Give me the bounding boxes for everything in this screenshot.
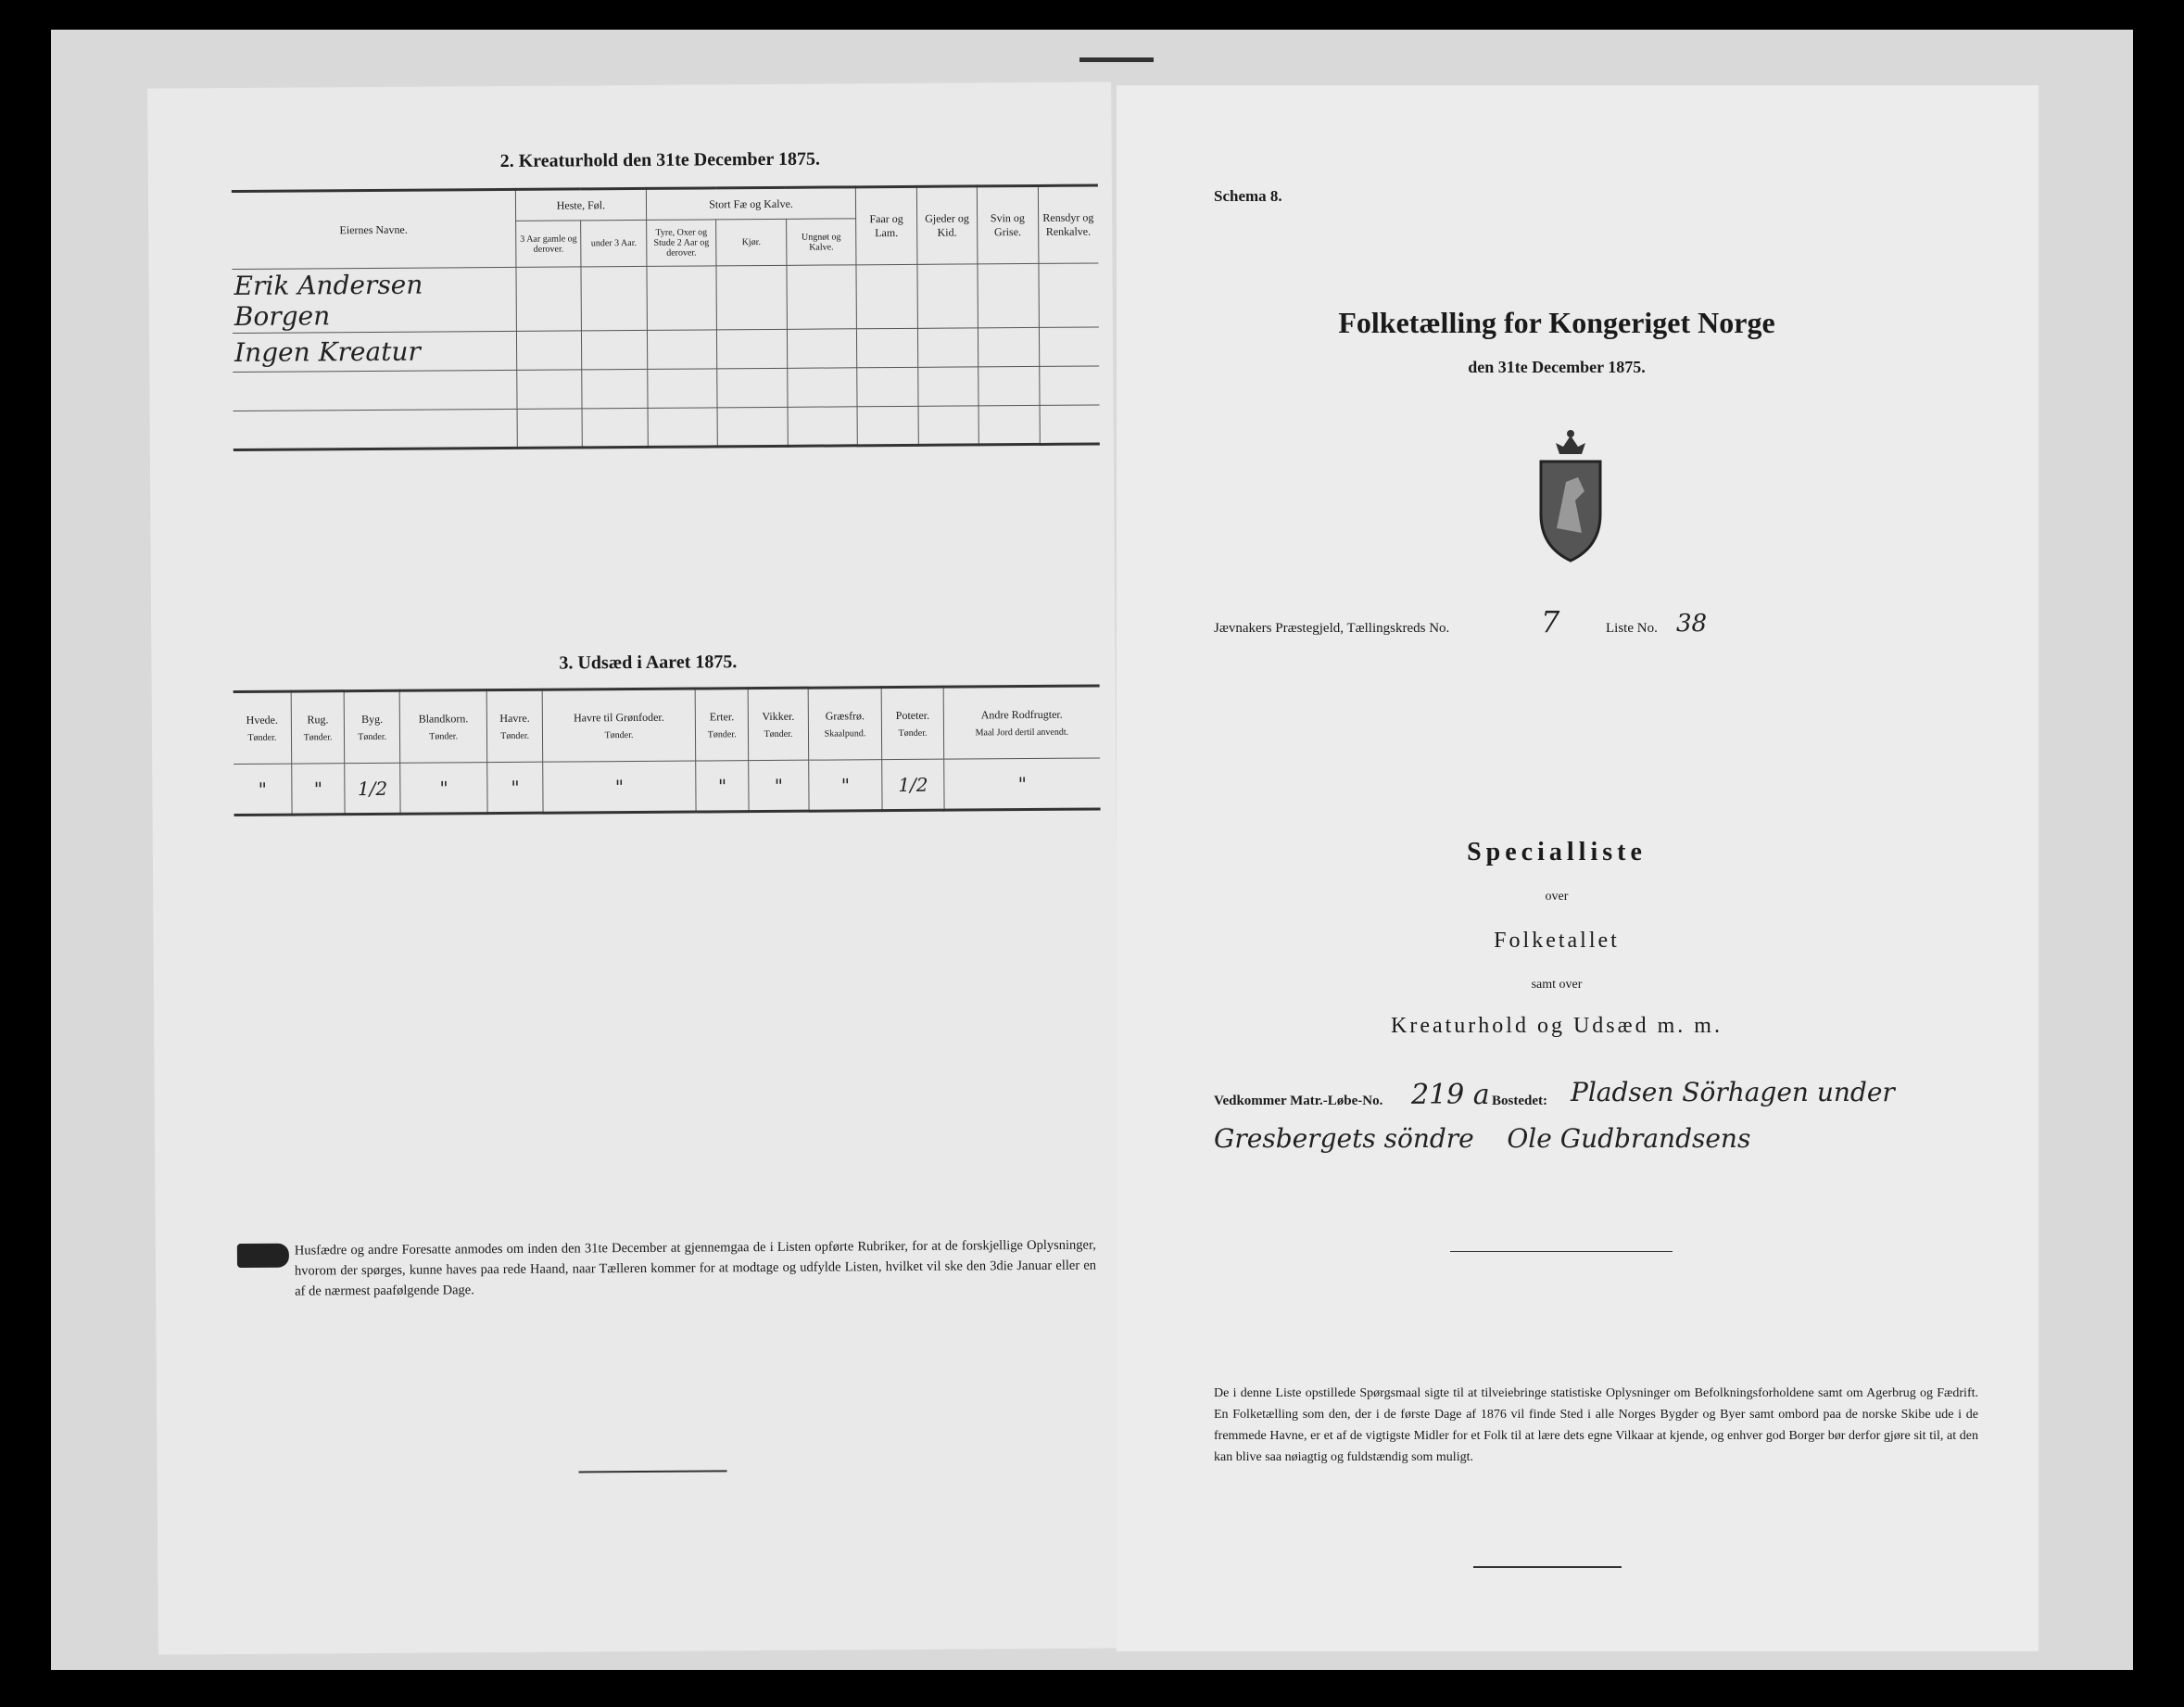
- crop-value-6: ": [696, 761, 750, 812]
- owner-row-2: Ingen Kreatur: [233, 331, 517, 372]
- cattle-header: Stort Fæ og Kalve.: [646, 187, 856, 221]
- coat-of-arms-icon: [1534, 426, 1608, 565]
- left-bottom-rule: [579, 1470, 727, 1473]
- crop-name-5: Havre til Grønfoder.: [574, 710, 664, 725]
- crop-name-4: Havre.: [499, 711, 530, 726]
- crop-header-4: [486, 689, 542, 762]
- bosted-label: Bostedet:: [1492, 1094, 1547, 1108]
- crop-unit-2: Tønder.: [358, 731, 387, 743]
- section2-title: 2. Kreaturhold den 31te December 1875.: [499, 148, 821, 171]
- pointing-hand-icon: [237, 1244, 289, 1268]
- crop-unit-7: Tønder.: [764, 728, 793, 740]
- cattle-sub2: Kjør.: [716, 219, 787, 266]
- crop-unit-6: Tønder.: [707, 729, 737, 740]
- crop-value-1: ": [292, 764, 346, 815]
- crop-table: [234, 684, 1101, 816]
- crop-value-10: ": [943, 758, 1100, 810]
- kreds-number: 7: [1541, 604, 1560, 639]
- section3-title: 3. Udsæd i Aaret 1875.: [559, 651, 738, 674]
- crop-value-8: ": [808, 760, 882, 812]
- crop-name-2: Byg.: [361, 712, 384, 727]
- folketallet-title: Folketallet: [1494, 929, 1620, 953]
- horses-header: Heste, Føl.: [515, 188, 646, 221]
- right-page: [1117, 85, 2039, 1651]
- crop-value-2: 1/2: [345, 763, 400, 814]
- goats-header: Gjeder og Kid.: [916, 186, 978, 264]
- cattle-sub3: Ungnøt og Kalve.: [786, 219, 856, 266]
- owner-header: Eiernes Navne.: [232, 189, 516, 269]
- crop-name-7: Vikker.: [762, 709, 795, 724]
- reindeer-header: Rensdyr og Renkalve.: [1038, 185, 1099, 263]
- crop-value-7: ": [749, 760, 809, 811]
- bosted-line-1: Pladsen Sörhagen under: [1571, 1077, 1895, 1107]
- crop-unit-8: Skaalpund.: [824, 728, 866, 740]
- crop-name-1: Rug.: [307, 713, 329, 727]
- matr-number: 219 a: [1411, 1079, 1490, 1111]
- specialliste-title: Specialliste: [1467, 838, 1647, 866]
- crop-unit-1: Tønder.: [303, 732, 333, 743]
- crop-name-0: Hvede.: [246, 713, 278, 727]
- crop-header-0: [234, 691, 292, 764]
- crop-header-6: [695, 689, 749, 761]
- crop-name-9: Poteter.: [895, 708, 930, 723]
- cattle-sub1: Tyre, Oxer og Stude 2 Aar og derover.: [646, 220, 716, 267]
- top-marker: [1079, 57, 1154, 62]
- horses-sub2: under 3 Aar.: [581, 220, 647, 266]
- crop-value-3: ": [400, 763, 488, 815]
- crop-header-5: [542, 689, 695, 762]
- crop-header-2: [345, 690, 400, 763]
- liste-label: Liste No.: [1606, 621, 1658, 636]
- crop-value-4: ": [487, 762, 543, 813]
- over-text-1: over: [1545, 890, 1569, 904]
- main-title: Folketælling for Kongeriget Norge: [1338, 306, 1775, 339]
- crop-name-6: Erter.: [709, 710, 735, 724]
- matr-label: Vedkommer Matr.-Løbe-No.: [1214, 1094, 1383, 1108]
- crop-header-8: [808, 688, 882, 761]
- crop-header-7: [749, 688, 809, 760]
- crop-name-8: Græsfrø.: [825, 709, 865, 723]
- parish-label: Jævnakers Præstegjeld, Tællingskreds No.: [1214, 621, 1450, 636]
- right-mid-rule: [1450, 1251, 1673, 1252]
- crop-name-3: Blandkorn.: [418, 712, 469, 726]
- schema-label: Schema 8.: [1214, 187, 1282, 205]
- crop-unit-9: Tønder.: [898, 727, 928, 740]
- owner-row-1: Erik Andersen Borgen: [232, 267, 516, 333]
- kreaturhold-title: Kreaturhold og Udsæd m. m.: [1391, 1014, 1723, 1038]
- crop-unit-5: Tønder.: [604, 730, 634, 741]
- sheep-header: Faar og Lam.: [856, 186, 917, 264]
- crop-header-3: [399, 690, 487, 764]
- crop-name-10: Andre Rodfrugter.: [980, 707, 1063, 722]
- livestock-table: [232, 183, 1100, 451]
- crop-header-9: [882, 687, 944, 759]
- horses-sub1: 3 Aar gamle og derover.: [516, 221, 582, 267]
- bosted-line-2: Gresbergets söndre Ole Gudbrandsens: [1214, 1123, 1751, 1154]
- crop-unit-10: Maal Jord dertil anvendt.: [975, 727, 1069, 739]
- crop-value-9: 1/2: [882, 759, 944, 810]
- pigs-header: Svin og Grise.: [977, 185, 1038, 263]
- census-date: den 31te December 1875.: [1468, 358, 1646, 376]
- crop-header-1: [291, 691, 345, 764]
- left-page: [147, 82, 1122, 1654]
- left-notice: Husfædre og andre Foresatte anmodes om inden den 31te December at gjennemgaa de i Listen opførte Rubriker, for at de forskjellige Oplysninger, hvorom der spørges, kunne haves paa rede Haand, naar Tælleren kommer for at modtage og udfylde Listen, hvilket vil ske den 3die Januar eller en af de nærmest paafølgende Dage.: [294, 1237, 1097, 1299]
- samt-over-text: samt over: [1531, 978, 1583, 992]
- crop-unit-3: Tønder.: [429, 731, 459, 742]
- right-footer-notice: De i denne Liste opstillede Spørgsmaal sigte til at tilveiebringe statistiske Oplysninger om Befolkningsforholdene samt om Agerbrug og Fædrift. En Folketælling som den, der i de første Dage af 1876 vil finde Sted i alle Norges Bygder og Byer samt ombord paa de norske Skibe ude i de fremmede Havne, er et af de vigtigste Midler for et Folk til at lære dets egne Vilkaar at kjende, og enhver god Borger bør derfor gjøre sit til, at den kan blive saa nøiagtig og fuldstændig som muligt.: [1214, 1386, 1978, 1464]
- liste-number: 38: [1676, 610, 1708, 638]
- crop-unit-4: Tønder.: [500, 730, 530, 742]
- crop-value-5: ": [543, 761, 696, 813]
- right-bottom-rule: [1473, 1566, 1622, 1568]
- crop-value-0: ": [234, 764, 292, 815]
- crop-header-10: [943, 686, 1100, 759]
- crop-unit-0: Tønder.: [247, 732, 277, 743]
